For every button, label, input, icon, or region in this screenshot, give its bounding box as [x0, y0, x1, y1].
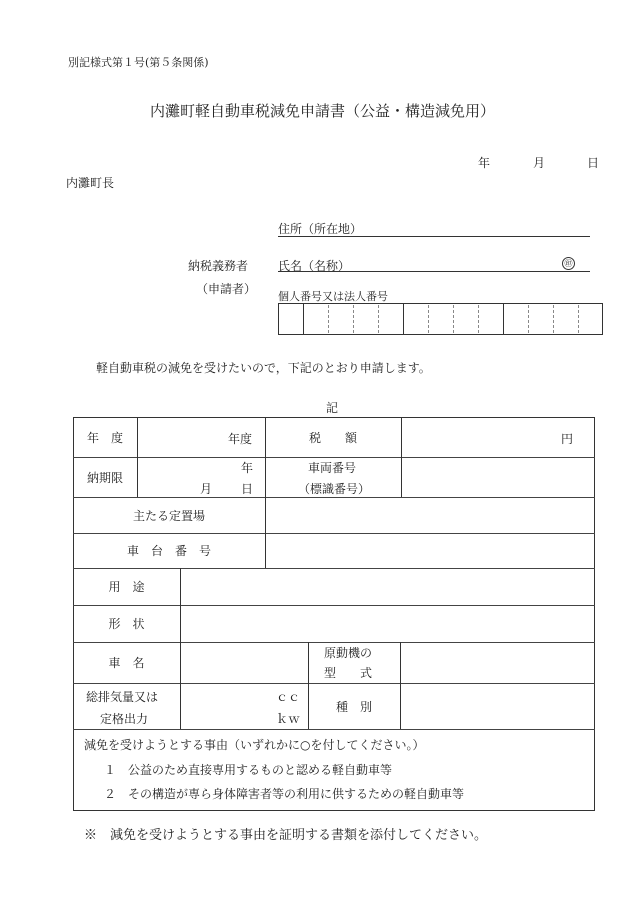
- table-rule: [73, 457, 595, 458]
- id-number-divider: [303, 303, 304, 335]
- id-number-divider: [478, 305, 479, 333]
- fiscal-year-unit: 年度: [228, 432, 253, 446]
- name-label: 氏名（名称）: [278, 259, 351, 273]
- id-number-divider: [503, 303, 504, 335]
- rated-output-label: 定格出力: [100, 712, 149, 726]
- applicant-sublabel: （申請者）: [196, 282, 257, 296]
- kw-unit: ｋｗ: [276, 712, 301, 726]
- address-label: 住所（所在地）: [278, 222, 363, 236]
- vehicle-number-sublabel: （標識番号）: [298, 482, 371, 496]
- yen-unit: 円: [561, 432, 574, 446]
- shape-label: 形 状: [108, 617, 145, 631]
- id-number-divider: [578, 305, 579, 333]
- date-month: 月: [533, 156, 546, 170]
- id-number-divider: [428, 305, 429, 333]
- id-number-divider: [353, 305, 354, 333]
- id-number-divider: [553, 305, 554, 333]
- engine-type-label: 型 式: [324, 666, 373, 680]
- usage-label: 用 途: [108, 580, 145, 594]
- tax-amount-label: 税 額: [308, 430, 357, 445]
- displacement-label: 総排気量又は: [86, 690, 159, 704]
- seal-mark: ㊞: [562, 257, 575, 270]
- fiscal-year-label: 年 度: [86, 430, 123, 445]
- address-field[interactable]: [278, 236, 590, 237]
- table-rule: [401, 417, 402, 497]
- table-rule: [180, 568, 181, 729]
- date-year: 年: [478, 156, 491, 170]
- storage-location-label: 主たる定置場: [132, 508, 205, 523]
- vehicle-name-label: 車 名: [108, 656, 145, 670]
- id-number-label: 個人番号又は法人番号: [278, 290, 388, 303]
- deadline-month: 月: [200, 482, 213, 496]
- reason-option-2[interactable]: ２ その構造が専ら身体障害者等の利用に供するための軽自動車等: [104, 787, 465, 801]
- date-day: 日: [587, 156, 600, 170]
- deadline-label: 納期限: [86, 470, 123, 485]
- table-rule: [400, 642, 401, 729]
- deadline-day: 日: [241, 482, 254, 496]
- deadline-year: 年: [241, 461, 254, 475]
- id-number-field[interactable]: [278, 303, 603, 335]
- ki-label: 記: [326, 401, 339, 415]
- engine-label: 原動機の: [324, 646, 373, 660]
- reason-option-1[interactable]: １ 公益のため直接専用するものと認める軽自動車等: [104, 763, 393, 777]
- reason-label: 減免を受けようとする事由（いずれかに○を付してください。）: [84, 738, 425, 752]
- attachment-note: ※ 減免を受けようとする事由を証明する書類を添付してください。: [84, 828, 488, 843]
- vehicle-number-label: 車両番号: [308, 461, 357, 475]
- addressee: 内灘町長: [66, 176, 115, 190]
- id-number-divider: [403, 303, 404, 335]
- form-number: 別記様式第１号(第５条関係): [68, 56, 209, 69]
- id-number-divider: [453, 305, 454, 333]
- cc-unit: ｃｃ: [276, 690, 301, 704]
- type-label: 種 別: [335, 699, 372, 714]
- name-field[interactable]: [278, 271, 590, 272]
- id-number-divider: [528, 305, 529, 333]
- id-number-divider: [328, 305, 329, 333]
- table-rule: [137, 417, 138, 497]
- page-title: 内灘町軽自動車税減免申請書（公益・構造減免用）: [150, 102, 496, 120]
- chassis-number-label: 車 台 番 号: [126, 544, 211, 558]
- id-number-divider: [378, 305, 379, 333]
- request-text: 軽自動車税の減免を受けたいので，下記のとおり申請します。: [96, 361, 431, 375]
- table-rule: [73, 729, 595, 730]
- taxpayer-label: 納税義務者: [188, 259, 249, 273]
